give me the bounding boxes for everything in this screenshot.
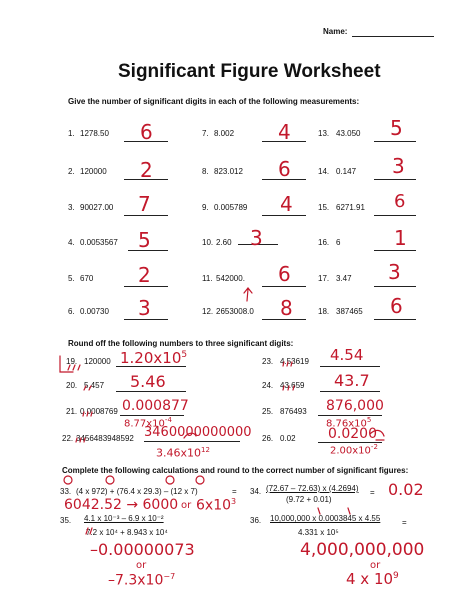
answer-alt-handwritten: 4 x $10^9$	[346, 570, 399, 588]
answer-handwritten: 0.000877	[122, 398, 189, 414]
answer-handwritten: 4	[278, 120, 291, 144]
answer-handwritten: 6	[278, 157, 291, 181]
q-expression: (4 x 972) + (76.4 x 29.3) – (12 x 7)	[76, 487, 198, 496]
q-number: 26.	[262, 434, 274, 443]
answer-handwritten: 3	[392, 154, 405, 178]
q-value: 3.47	[336, 274, 352, 283]
tick-marks	[86, 528, 92, 534]
arrow-mark	[244, 288, 252, 301]
answer-handwritten: –0.00000073	[90, 540, 195, 559]
q-value: 0.005789	[214, 203, 248, 212]
q-value: 8.002	[214, 129, 235, 138]
answer-handwritten: 3460000000000	[144, 425, 252, 440]
q-value: 670	[80, 274, 94, 283]
answer-handwritten: 3	[138, 296, 151, 320]
answer-handwritten: 1	[394, 226, 407, 250]
answer-alt-handwritten: $3.46x10^{12}$	[156, 446, 210, 460]
tick-marks	[84, 386, 91, 390]
q-number: 8.	[202, 167, 209, 176]
answer-handwritten: 43.7	[334, 371, 370, 390]
part1-instructions: Give the number of significant digits in each of the following measurements:	[68, 97, 360, 106]
q-number: 24.	[262, 381, 274, 390]
or-handwritten: or	[370, 560, 381, 571]
q-value: 120000	[80, 167, 107, 176]
circled-digit	[196, 476, 204, 484]
q-number: 17.	[318, 274, 330, 283]
or-handwritten: or	[136, 560, 147, 571]
q-value: 120000	[84, 357, 111, 366]
answer-handwritten: 7	[138, 192, 151, 216]
q-value: 6271.91	[336, 203, 365, 212]
q-number: 9.	[202, 203, 209, 212]
q-number: 36.	[250, 516, 262, 525]
q-value: 0.00730	[80, 307, 109, 316]
answer-alt-handwritten: $8.76x10^5$	[326, 416, 372, 430]
answer-handwritten: 0.02	[388, 480, 424, 499]
answer-alt-handwritten: $6x10^3$	[196, 497, 237, 514]
answer-handwritten: 876,000	[326, 398, 384, 414]
tick-marks	[283, 362, 292, 366]
q-value: 0.0008769	[80, 407, 118, 416]
or-handwritten: or	[181, 500, 192, 511]
q-number: 20.	[66, 381, 78, 390]
answer-handwritten: 4.54	[330, 346, 364, 364]
q-value: 1278.50	[80, 129, 109, 138]
answer-alt-handwritten: $8.77x10^{-4}$	[124, 416, 172, 430]
q-value: 6	[336, 238, 341, 247]
q-value: 823.012	[214, 167, 243, 176]
name-label: Name:	[323, 27, 348, 36]
q-value: 0.147	[336, 167, 357, 176]
tick-marks	[68, 365, 80, 370]
q-number: 1.	[68, 129, 75, 138]
q-numerator: (72.67 – 72.63) x (4.2694)	[266, 484, 359, 493]
circled-digit	[64, 476, 72, 484]
q-number: 35.	[60, 516, 72, 525]
q-number: 11.	[202, 274, 213, 283]
equals-sign: =	[232, 487, 237, 496]
tick-marks	[318, 508, 350, 514]
part2-instructions: Round off the following numbers to three significant digits:	[68, 339, 294, 348]
answer-handwritten: 4	[280, 192, 293, 216]
q-number: 13.	[318, 129, 330, 138]
q-value: 542000.	[216, 274, 245, 283]
q-number: 16.	[318, 238, 330, 247]
answer-handwritten: 8	[280, 296, 293, 320]
answer-handwritten: $1.20x10^5$	[120, 349, 188, 367]
answer-handwritten: 6	[278, 262, 291, 286]
q-value: 876493	[280, 407, 307, 416]
q-numerator: 10,000,000 x 0.0003845 x 4.55	[270, 514, 381, 523]
q-value: 43.050	[336, 129, 361, 138]
q-number: 21.	[66, 407, 78, 416]
q-number: 33.	[60, 487, 72, 496]
answer-handwritten: 4,000,000,000	[300, 540, 425, 560]
answer-handwritten: 5	[390, 116, 403, 140]
q-value: 0.0053567	[80, 238, 118, 247]
answer-handwritten: 3	[388, 260, 401, 284]
answer-handwritten: 5.46	[130, 372, 166, 391]
q-value: 4.53619	[280, 357, 309, 366]
q-value: 2653008.0	[216, 307, 254, 316]
q-value: 90027.00	[80, 203, 114, 212]
box-mark	[60, 356, 73, 372]
q-number: 12.	[202, 307, 214, 316]
part3-instructions: Complete the following calculations and round to the correct number of significant figures:	[62, 466, 409, 475]
tick-marks	[76, 438, 85, 442]
q-number: 6.	[68, 307, 75, 316]
q-number: 34.	[250, 487, 262, 496]
circled-digit	[166, 476, 174, 484]
q-value: 0.02	[280, 434, 296, 443]
curl-mark	[184, 433, 196, 438]
q-numerator: 4.1 x 10⁻³ – 6.9 x 10⁻²	[84, 514, 164, 523]
curl-mark	[370, 430, 384, 436]
q-number: 23.	[262, 357, 274, 366]
answer-handwritten: 6	[394, 191, 406, 212]
equals-sign: =	[402, 518, 407, 527]
q-value: 5.457	[84, 381, 105, 390]
q-value: 3456483948592	[76, 434, 134, 443]
q-number: 25.	[262, 407, 274, 416]
tick-marks	[83, 412, 92, 416]
q-value: 43.659	[280, 381, 305, 390]
answer-handwritten: 0.0200	[328, 426, 377, 442]
q-number: 2.	[68, 167, 75, 176]
answer-handwritten: 2	[140, 158, 153, 182]
circled-digit	[106, 476, 114, 484]
answer-handwritten: 5	[138, 228, 151, 252]
q-denominator: 7.2 x 10⁴ + 8.943 x 10⁴	[86, 528, 168, 537]
q-number: 10.	[202, 238, 214, 247]
answer-handwritten: 6042.52 → 6000	[64, 497, 179, 513]
answer-handwritten: 6	[140, 120, 153, 144]
q-denominator: 4.331 x 10⁵	[298, 528, 339, 537]
q-value: 2.60	[216, 238, 232, 247]
tick-marks	[283, 386, 294, 390]
q-number: 18.	[318, 307, 330, 316]
q-number: 19.	[66, 357, 78, 366]
q-number: 22.	[62, 434, 74, 443]
q-number: 15.	[318, 203, 330, 212]
answer-handwritten: 6	[390, 294, 403, 318]
answer-handwritten: 2	[138, 263, 151, 287]
q-number: 3.	[68, 203, 75, 212]
worksheet-title: Significant Figure Worksheet	[118, 61, 381, 82]
q-number: 7.	[202, 129, 209, 138]
answer-alt-handwritten: $2.00x10^{-2}$	[330, 443, 378, 457]
answer-handwritten: 3	[250, 226, 263, 250]
q-number: 14.	[318, 167, 330, 176]
q-value: 387465	[336, 307, 363, 316]
q-number: 5.	[68, 274, 75, 283]
equals-sign: =	[370, 488, 375, 497]
q-number: 4.	[68, 238, 75, 247]
answer-alt-handwritten: $-7.3x10^{-7}$	[108, 572, 176, 589]
q-denominator: (9.72 + 0.01)	[286, 495, 332, 504]
